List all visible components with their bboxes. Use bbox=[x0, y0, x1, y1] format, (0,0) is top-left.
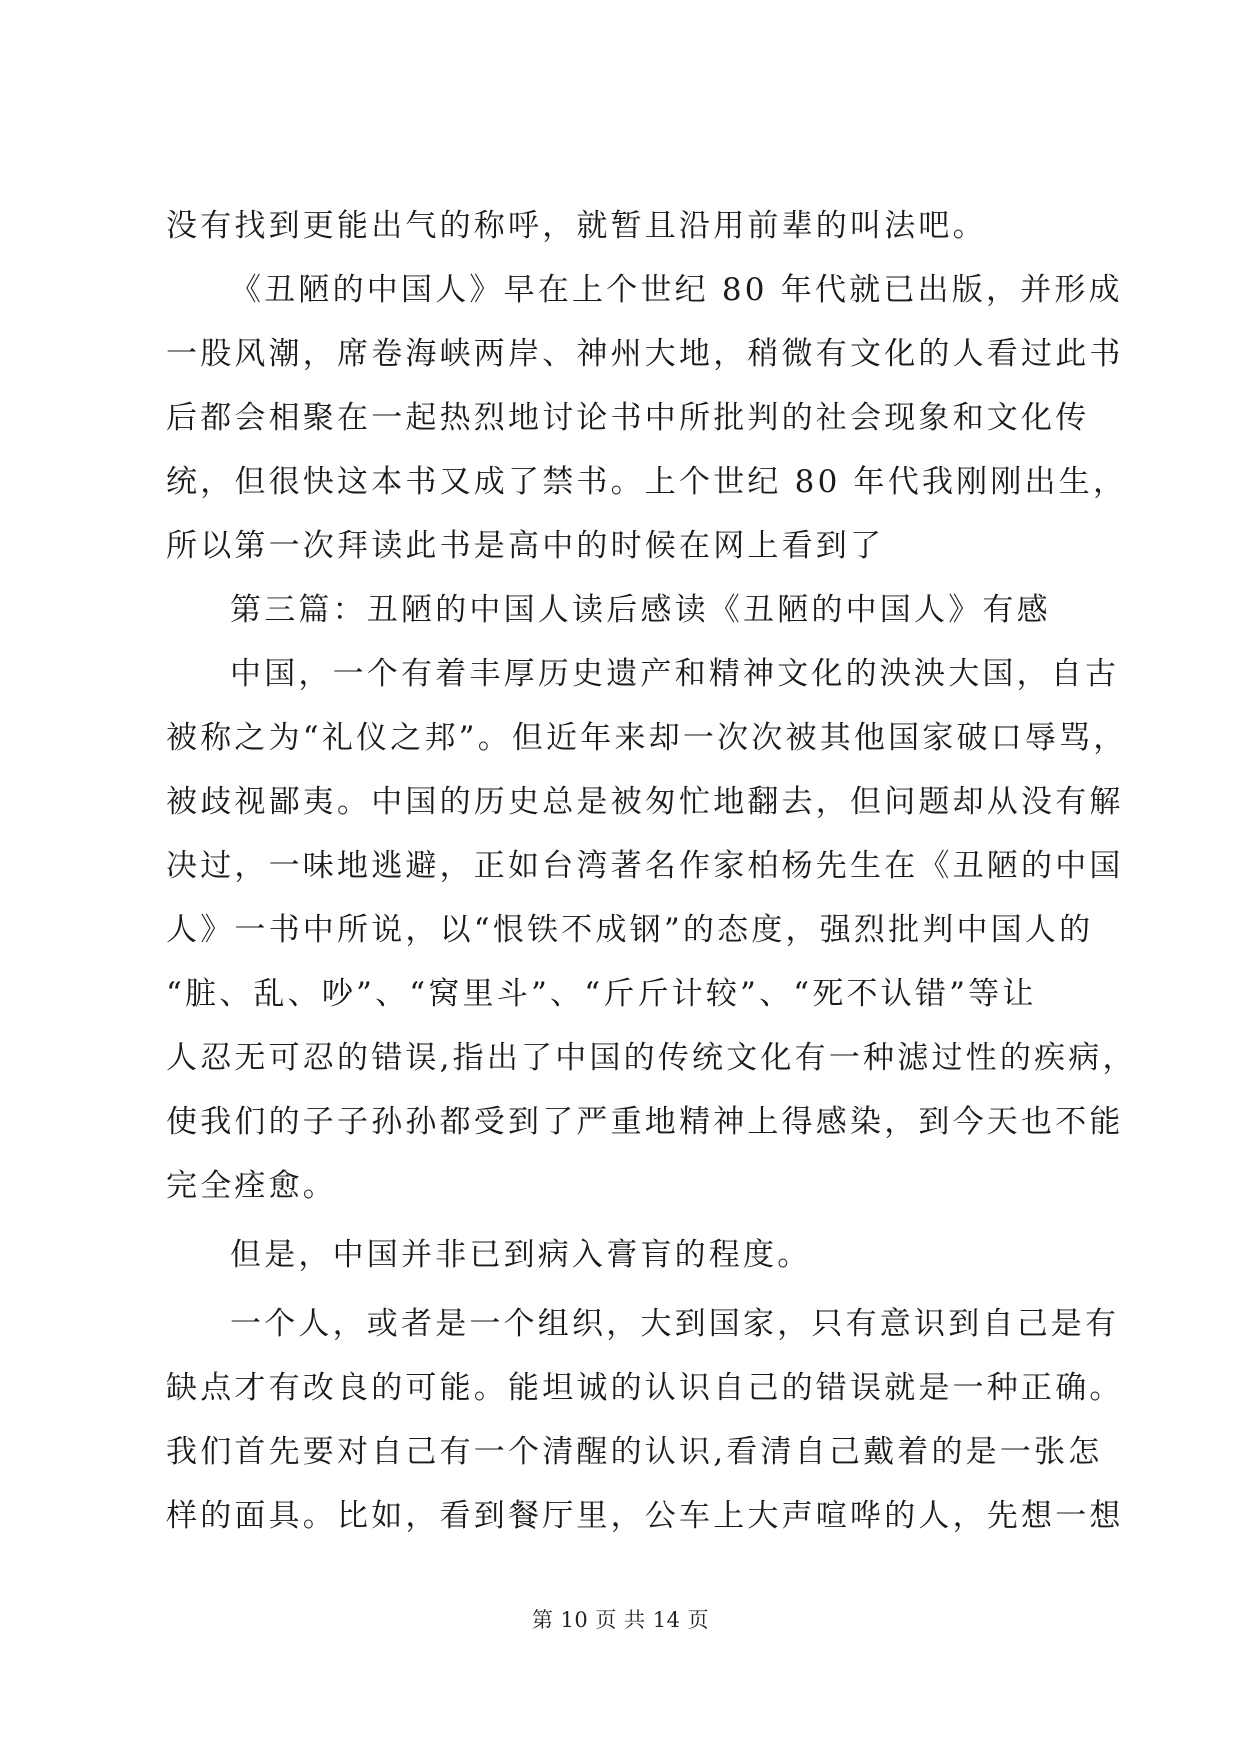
text-line: 后都会相聚在一起热烈地讨论书中所批判的社会现象和文化传 bbox=[166, 400, 1090, 436]
text-line: 统，但很快这本书又成了禁书。上个世纪 80 年代我刚刚出生， bbox=[166, 464, 1128, 500]
text-line: 使我们的子子孙孙都受到了严重地精神上得感染，到今天也不能 bbox=[166, 1104, 1124, 1140]
text-line: “脏、乱、吵”、“窝里斗”、“斤斤计较”、“死不认错”等让 bbox=[166, 976, 1037, 1012]
text-line: 人忍无可忍的错误,指出了中国的传统文化有一种滤过性的疾病， bbox=[166, 1040, 1137, 1076]
text-line: 人》一书中所说，以“恨铁不成钢”的态度，强烈批判中国人的 bbox=[166, 912, 1094, 948]
text-line: 所以第一次拜读此书是高中的时候在网上看到了 bbox=[166, 528, 885, 564]
text-line: 缺点才有改良的可能。能坦诚的认识自己的错误就是一种正确。 bbox=[166, 1370, 1124, 1406]
text-line: 《丑陋的中国人》早在上个世纪 80 年代就已出版，并形成 bbox=[230, 272, 1123, 308]
text-line: 决过，一味地逃避，正如台湾著名作家柏杨先生在《丑陋的中国 bbox=[166, 848, 1124, 884]
page-number-footer: 第 10 页 共 14 页 bbox=[531, 1608, 710, 1632]
text-line: 被称之为“礼仪之邦”。但近年来却一次次被其他国家破口辱骂， bbox=[166, 720, 1128, 756]
section-heading: 第三篇：丑陋的中国人读后感读《丑陋的中国人》有感 bbox=[230, 592, 1051, 628]
text-line: 中国，一个有着丰厚历史遗产和精神文化的泱泱大国，自古 bbox=[230, 656, 1120, 692]
text-line: 完全痊愈。 bbox=[166, 1168, 337, 1204]
text-line: 没有找到更能出气的称呼，就暂且沿用前辈的叫法吧。 bbox=[166, 208, 987, 244]
text-line: 我们首先要对自己有一个清醒的认识,看清自己戴着的是一张怎 bbox=[166, 1434, 1103, 1470]
text-line: 但是，中国并非已到病入膏肓的程度。 bbox=[230, 1237, 812, 1273]
text-line: 一股风潮，席卷海峡两岸、神州大地，稍微有文化的人看过此书 bbox=[166, 336, 1124, 372]
text-line: 一个人，或者是一个组织，大到国家，只有意识到自己是有 bbox=[230, 1306, 1120, 1342]
text-line: 被歧视鄙夷。中国的历史总是被匆忙地翻去，但问题却从没有解 bbox=[166, 784, 1124, 820]
text-line: 样的面具。比如，看到餐厅里，公车上大声喧哗的人，先想一想 bbox=[166, 1498, 1124, 1534]
